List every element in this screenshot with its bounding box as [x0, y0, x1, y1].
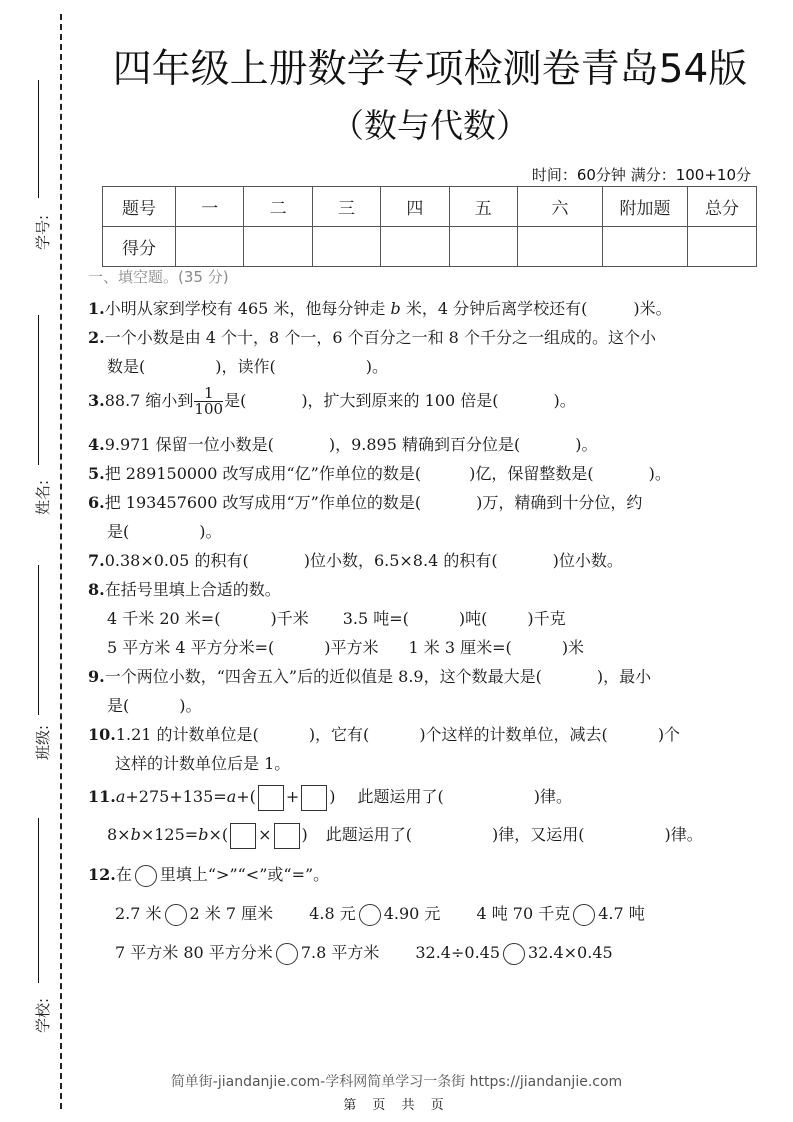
class-label: 班级: [34, 724, 52, 760]
expression: ) [329, 787, 336, 806]
answer-box[interactable] [301, 785, 327, 811]
compare-right: 4.90 元 [383, 904, 441, 923]
expression: 8× [107, 825, 131, 844]
question-number: 2. [88, 328, 105, 347]
question-text: 3.5 吨=( [342, 609, 409, 628]
question-2-line-2 [107, 354, 388, 377]
compare-circle[interactable] [276, 943, 298, 965]
variable: a [115, 787, 126, 806]
score-cell[interactable] [176, 227, 244, 267]
compare-right: 32.4×0.45 [528, 943, 613, 962]
question-text: 一个小数是由 4 个十，8 个一，6 个百分之一和 8 个千分之一组成的。这个小 [104, 328, 656, 347]
question-2 [88, 325, 656, 348]
variable: b [390, 299, 401, 318]
question-text: 这样的计数单位后是 1。 [115, 754, 291, 773]
column-header: 附加题 [603, 187, 688, 227]
column-header: 四 [381, 187, 449, 227]
name-field[interactable] [18, 315, 58, 515]
cut-line [60, 14, 62, 1109]
question-text: )律。 [664, 825, 703, 844]
question-text: 是( [224, 391, 247, 410]
expression: +( [236, 787, 256, 806]
question-text: 是( [107, 696, 130, 715]
question-number: 5. [88, 464, 105, 483]
question-text: 1 米 3 厘米=( [408, 638, 512, 657]
fraction-denominator: 100 [194, 400, 224, 418]
column-header: 二 [244, 187, 312, 227]
score-cell[interactable] [518, 227, 603, 267]
column-header: 五 [449, 187, 517, 227]
name-label: 姓名: [34, 479, 52, 515]
question-4 [88, 432, 597, 455]
question-number: 11. [88, 787, 116, 806]
question-text: 此题运用了( [325, 825, 413, 844]
question-text: )。 [365, 357, 388, 376]
question-text: )，它有( [308, 725, 370, 744]
fraction-numerator: 1 [194, 386, 223, 402]
column-header: 三 [312, 187, 380, 227]
question-text: 一个两位小数，“四舍五入”后的近似值是 8.9，这个数最大是( [104, 667, 542, 686]
compare-circle[interactable] [573, 904, 595, 926]
question-text: )。 [199, 522, 222, 541]
row-header-cell: 题号 [103, 187, 176, 227]
question-number: 3. [88, 391, 105, 410]
circle-icon [135, 865, 157, 887]
answer-box[interactable] [258, 785, 284, 811]
score-cell[interactable] [244, 227, 312, 267]
compare-circle[interactable] [503, 943, 525, 965]
student-id-label: 学号: [34, 214, 52, 250]
variable: a [226, 787, 237, 806]
question-text: )个这样的计数单位，减去( [419, 725, 608, 744]
column-header: 六 [518, 187, 603, 227]
question-text: )万，精确到十分位，约 [476, 493, 643, 512]
question-text: )律。 [533, 787, 573, 806]
answer-box[interactable] [230, 823, 256, 849]
question-text: 0.38×0.05 的积有( [104, 551, 249, 570]
compare-left: 7 平方米 80 平方分米 [115, 943, 273, 962]
compare-left: 4 吨 70 千克 [476, 904, 571, 923]
question-text: 把 289150000 改写成用“亿”作单位的数是( [104, 464, 422, 483]
question-number: 12. [88, 865, 116, 884]
score-cell[interactable] [603, 227, 688, 267]
question-text: )，最小 [596, 667, 652, 686]
question-text: )，扩大到原来的 100 倍是( [301, 391, 499, 410]
question-text: )位小数。 [552, 551, 623, 570]
question-text: )。 [179, 696, 202, 715]
class-field[interactable] [18, 565, 58, 760]
student-id-line [38, 80, 39, 198]
question-text: )平方米 [324, 638, 379, 657]
score-label-cell: 得分 [103, 227, 176, 267]
score-cell[interactable] [688, 227, 757, 267]
question-number: 8. [88, 580, 105, 599]
question-10-line-2 [115, 751, 290, 774]
footer-watermark: 简单街-jiandanjie.com-学科网简单学习一条街 https://jiandanjie.com [170, 1074, 623, 1090]
question-number: 1. [88, 299, 105, 318]
question-11-row-2 [107, 822, 703, 849]
question-6 [88, 490, 642, 513]
question-number: 9. [88, 667, 105, 686]
question-text: 在 [115, 865, 132, 884]
question-number: 7. [88, 551, 105, 570]
question-text: )千米 [270, 609, 309, 628]
question-text: )千克 [527, 609, 566, 628]
question-text: )，9.895 精确到百分位是( [328, 435, 521, 454]
question-11 [88, 784, 572, 811]
student-id-field[interactable] [18, 80, 58, 250]
compare-circle[interactable] [165, 904, 187, 926]
question-text: )。 [648, 464, 671, 483]
score-table-score-row [103, 227, 757, 267]
question-text: 9.971 保留一位小数是( [104, 435, 274, 454]
score-table-header-row [103, 187, 757, 227]
question-5 [88, 461, 671, 484]
question-3 [88, 386, 576, 417]
question-8 [88, 577, 281, 600]
score-table [102, 186, 757, 267]
expression: ×( [208, 825, 229, 844]
page-number: 第 页 共 页 [343, 1098, 450, 1113]
question-text: )米 [561, 638, 585, 657]
question-text: 4 千米 20 米=( [107, 609, 221, 628]
score-cell[interactable] [381, 227, 449, 267]
question-8-row-2 [107, 635, 584, 658]
answer-box[interactable] [274, 823, 300, 849]
question-10 [88, 722, 680, 745]
question-text: 此题运用了( [357, 787, 444, 806]
question-text: )米。 [633, 299, 672, 318]
question-text: 米，4 分钟后离学校还有( [400, 299, 588, 318]
school-label: 学校: [34, 997, 52, 1033]
question-text: )吨( [458, 609, 488, 628]
expression: +275+135= [125, 787, 227, 806]
question-text: 小明从家到学校有 465 米，他每分钟走 [104, 299, 391, 318]
question-8-row-1 [107, 606, 566, 629]
compare-left: 4.8 元 [309, 904, 356, 923]
question-text: )，读作( [215, 357, 276, 376]
question-text: )律，又运用( [492, 825, 585, 844]
question-text: 数是( [107, 357, 146, 376]
score-cell[interactable] [449, 227, 517, 267]
question-12-row-1 [115, 901, 645, 926]
question-text: 1.21 的计数单位是( [115, 725, 259, 744]
school-line [38, 818, 39, 983]
exam-meta: 时间：60分钟 满分：100+10分 [531, 166, 751, 184]
expression: ) [301, 825, 308, 844]
compare-circle[interactable] [359, 904, 381, 926]
question-text: 是( [107, 522, 130, 541]
question-text: )亿，保留整数是( [469, 464, 594, 483]
operator: + [285, 787, 300, 806]
compare-right: 2 米 7 厘米 [189, 904, 274, 923]
question-number: 4. [88, 435, 105, 454]
question-9 [88, 664, 651, 687]
page-subtitle: （数与代数） [331, 106, 529, 145]
question-number: 10. [88, 725, 116, 744]
question-text: )。 [553, 391, 576, 410]
question-text: 88.7 缩小到 [104, 391, 194, 410]
question-number: 6. [88, 493, 105, 512]
question-text: )位小数，6.5×8.4 的积有( [303, 551, 498, 570]
question-12-row-2 [115, 940, 613, 965]
question-9-line-2 [107, 693, 202, 716]
question-12 [88, 862, 329, 887]
class-line [38, 565, 39, 715]
section-heading: 一、填空题。(35 分) [88, 268, 229, 286]
column-header: 总分 [688, 187, 757, 227]
question-text: 把 193457600 改写成用“万”作单位的数是( [104, 493, 422, 512]
compare-right: 4.7 吨 [598, 904, 645, 923]
question-text: )个 [657, 725, 681, 744]
name-line [38, 315, 39, 465]
question-text: 里填上“>”“<”或“=”。 [159, 865, 330, 884]
operator: × [258, 825, 272, 844]
fraction [194, 386, 223, 417]
question-7 [88, 548, 623, 571]
column-header: 一 [176, 187, 244, 227]
variable: b [198, 825, 209, 844]
compare-left: 32.4÷0.45 [415, 943, 501, 962]
question-1 [88, 296, 672, 319]
expression: ×125= [140, 825, 199, 844]
variable: b [130, 825, 141, 844]
school-field[interactable] [18, 818, 58, 1033]
page-title: 四年级上册数学专项检测卷青岛54版 [112, 47, 748, 92]
compare-right: 7.8 平方米 [300, 943, 380, 962]
question-text: 5 平方米 4 平方分米=( [107, 638, 275, 657]
compare-left: 2.7 米 [115, 904, 162, 923]
score-cell[interactable] [312, 227, 380, 267]
question-6-line-2 [107, 519, 222, 542]
question-text: )。 [575, 435, 598, 454]
question-text: 在括号里填上合适的数。 [104, 580, 281, 599]
